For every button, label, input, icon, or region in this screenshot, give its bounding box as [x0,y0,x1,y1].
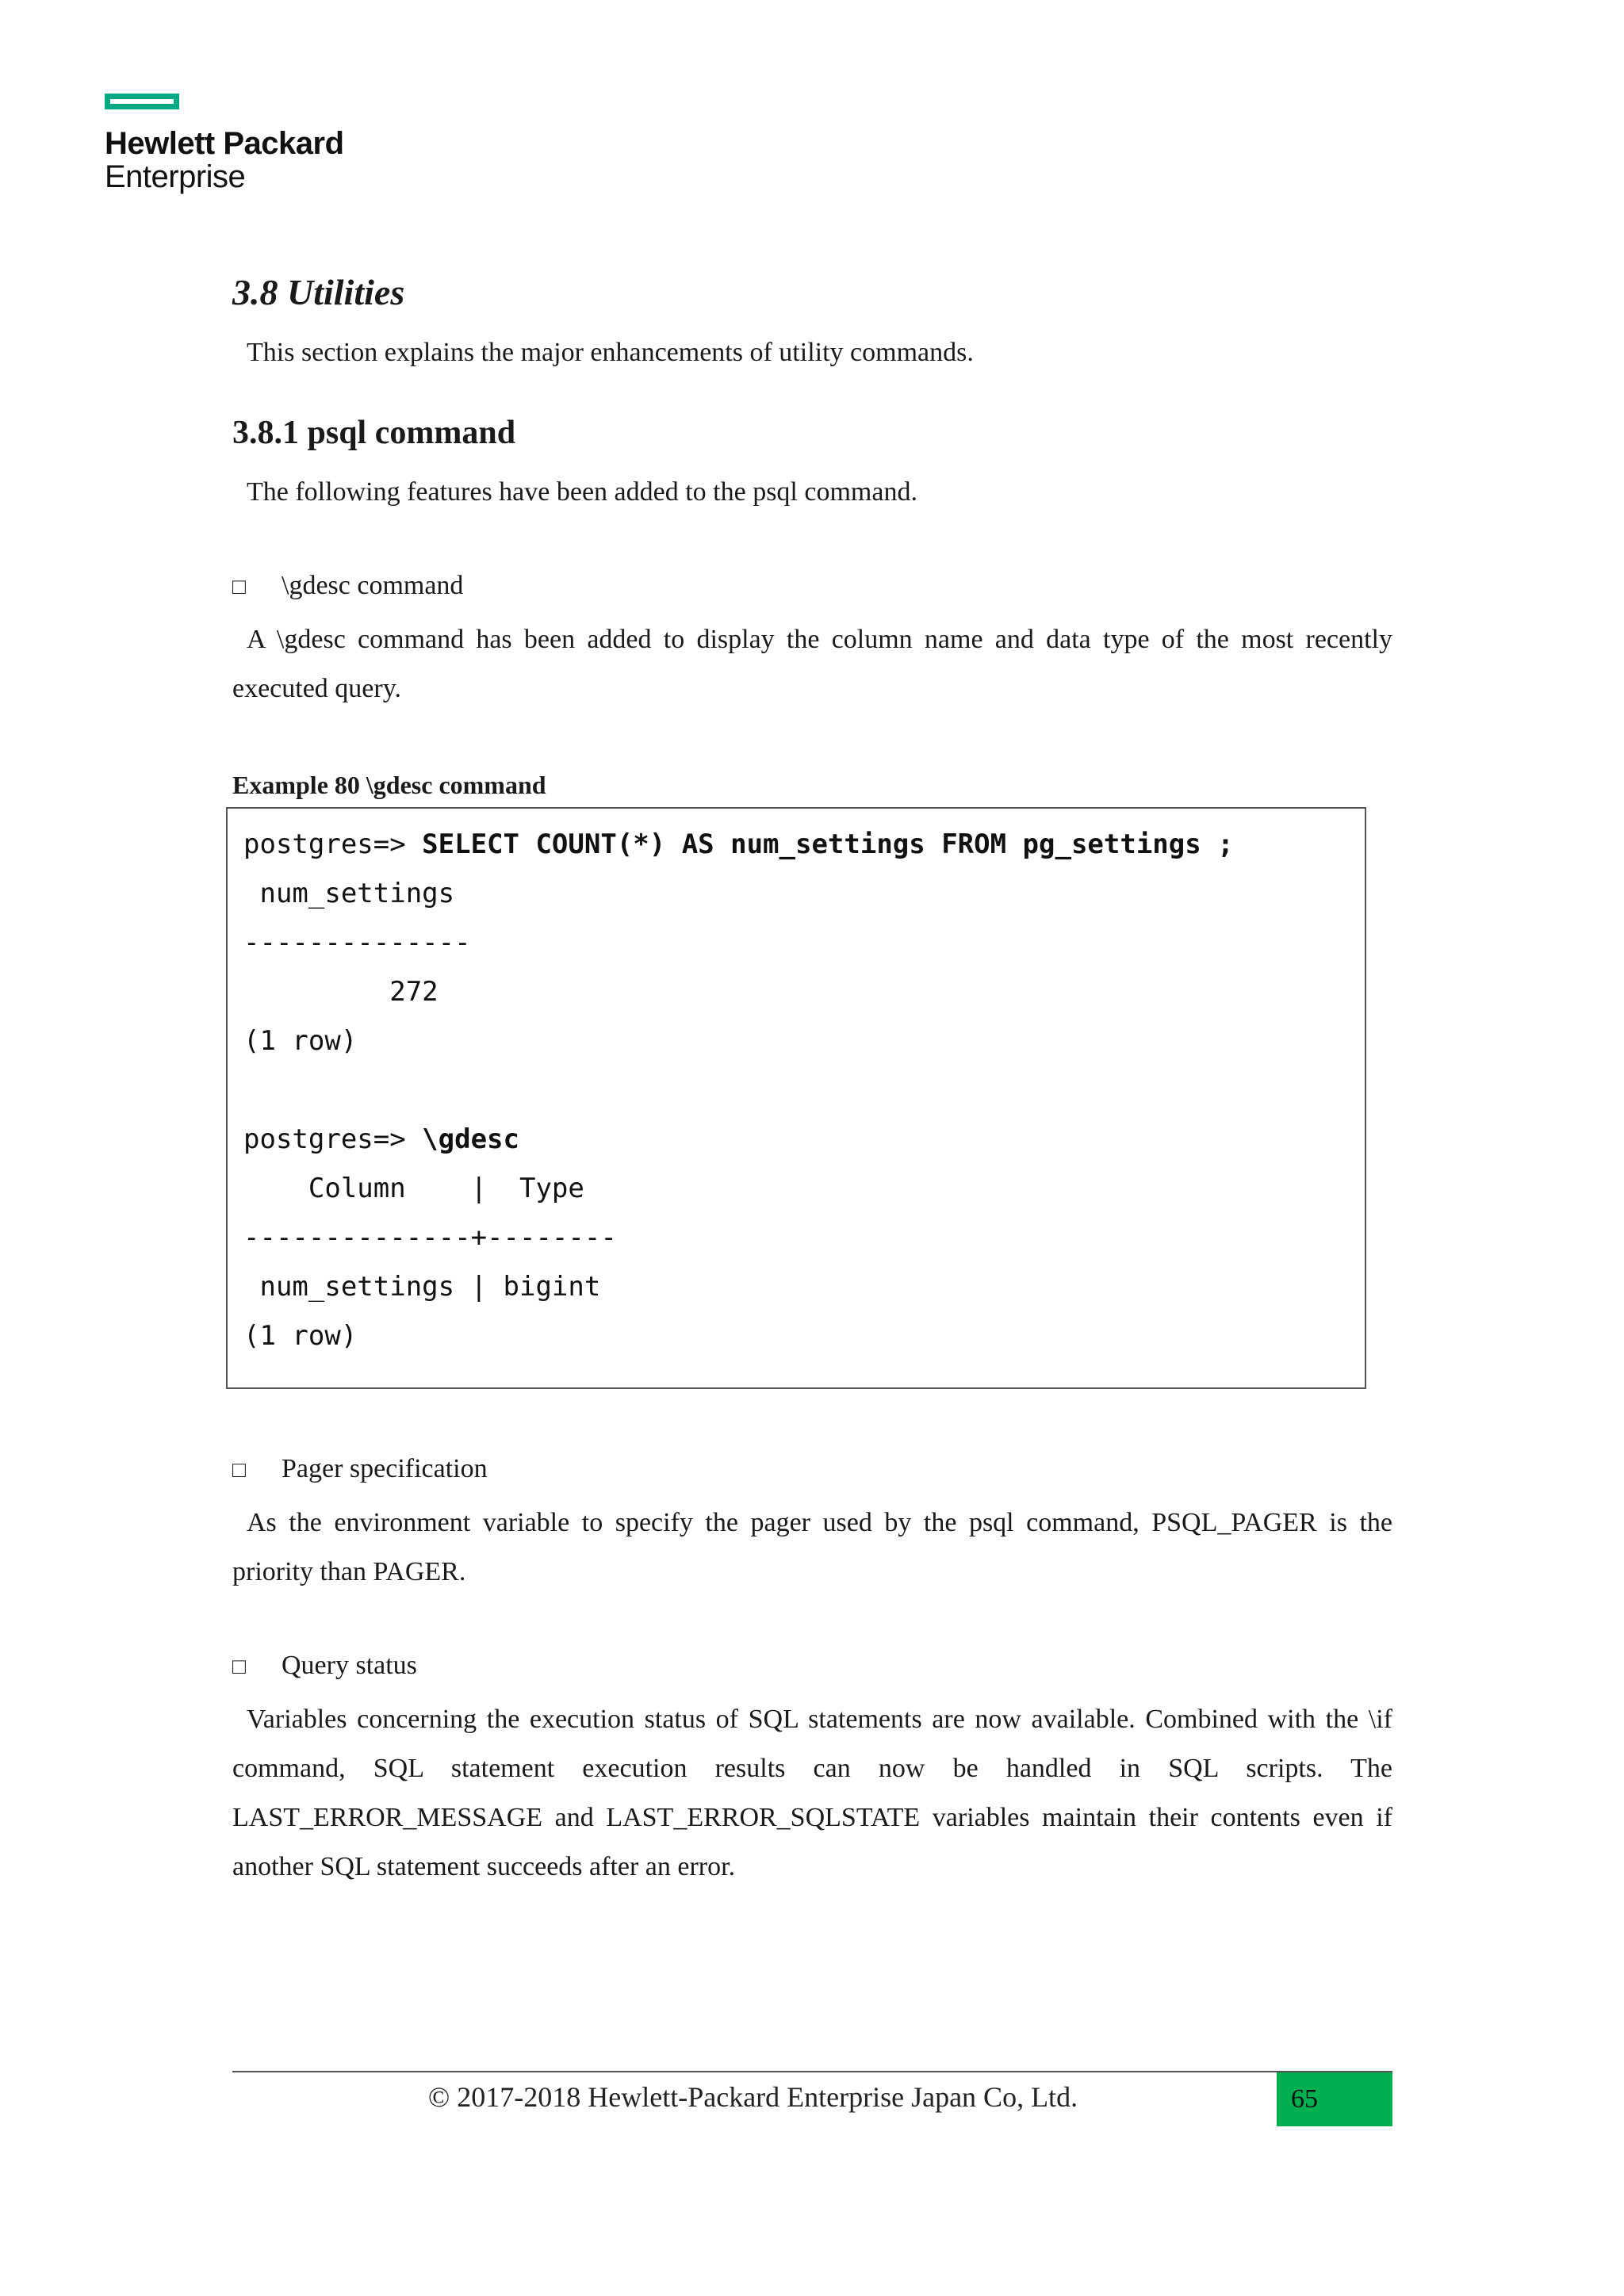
footer-copyright: © 2017-2018 Hewlett-Packard Enterprise Japan Co, Ltd. [427,2081,1078,2113]
code-line: num_settings | bigint [243,1271,601,1303]
code-line: (1 row) [243,1320,358,1352]
bullet-title: Query status [282,1651,417,1680]
bullet-title: Pager specification [282,1454,488,1483]
bullet-gdesc [232,571,463,601]
code-command: \gdesc [422,1123,519,1155]
code-line: (1 row) [243,1025,358,1057]
code-line [243,1066,1234,1115]
checkbox-square-icon: □ [232,575,246,599]
example-label: Example 80 \gdesc command [232,771,546,799]
subsection-intro: The following features have been added to the psql command. [247,477,917,507]
code-line: --------------+-------- [243,1222,617,1253]
bullet-title: \gdesc command [282,571,464,600]
hpe-logo [105,94,344,193]
gdesc-description: A \gdesc command has been added to display the column name and data type of the most recently executed query. [232,625,1392,703]
code-line [243,820,1234,869]
code-line: num_settings [243,878,455,909]
code-example-box [226,807,1366,1389]
code-prompt: postgres=> [243,1123,423,1155]
checkbox-square-icon: □ [232,1655,246,1679]
logo-text-line2: Enterprise [105,159,246,194]
footer-divider [232,2071,1392,2072]
hpe-logo-bar-icon [105,94,179,109]
code-line: 272 [243,976,439,1008]
query-status-description: Variables concerning the execution status of SQL statements are now available. Combined with the \if command, SQL statement execution results can now be handled in SQL scripts. The LAST_ERROR_MESSAGE and LAST_ERROR_SQLSTATE variables maintain their contents even if another SQL statement succeeds after an error. [232,1705,1392,1881]
section-heading: 3.8 Utilities [232,272,405,312]
bullet-pager [232,1454,488,1484]
code-block [243,820,1234,1360]
code-line: -------------- [243,927,471,959]
code-prompt: postgres=> [243,828,423,860]
subsection-heading: 3.8.1 psql command [232,415,516,451]
section-intro: This section explains the major enhancements of utility commands. [247,338,974,367]
pager-description: As the environment variable to specify the pager used by the psql command, PSQL_PAGER is the priority than PAGER. [232,1508,1392,1586]
code-line: Column | Type [243,1173,584,1204]
code-line [243,1115,1234,1164]
page-number-badge: 65 [1277,2072,1392,2126]
code-command: SELECT COUNT(*) AS num_settings FROM pg_settings ; [422,828,1234,860]
bullet-query-status [232,1651,417,1681]
logo-text-line1: Hewlett Packard [105,126,344,161]
checkbox-square-icon: □ [232,1458,246,1483]
